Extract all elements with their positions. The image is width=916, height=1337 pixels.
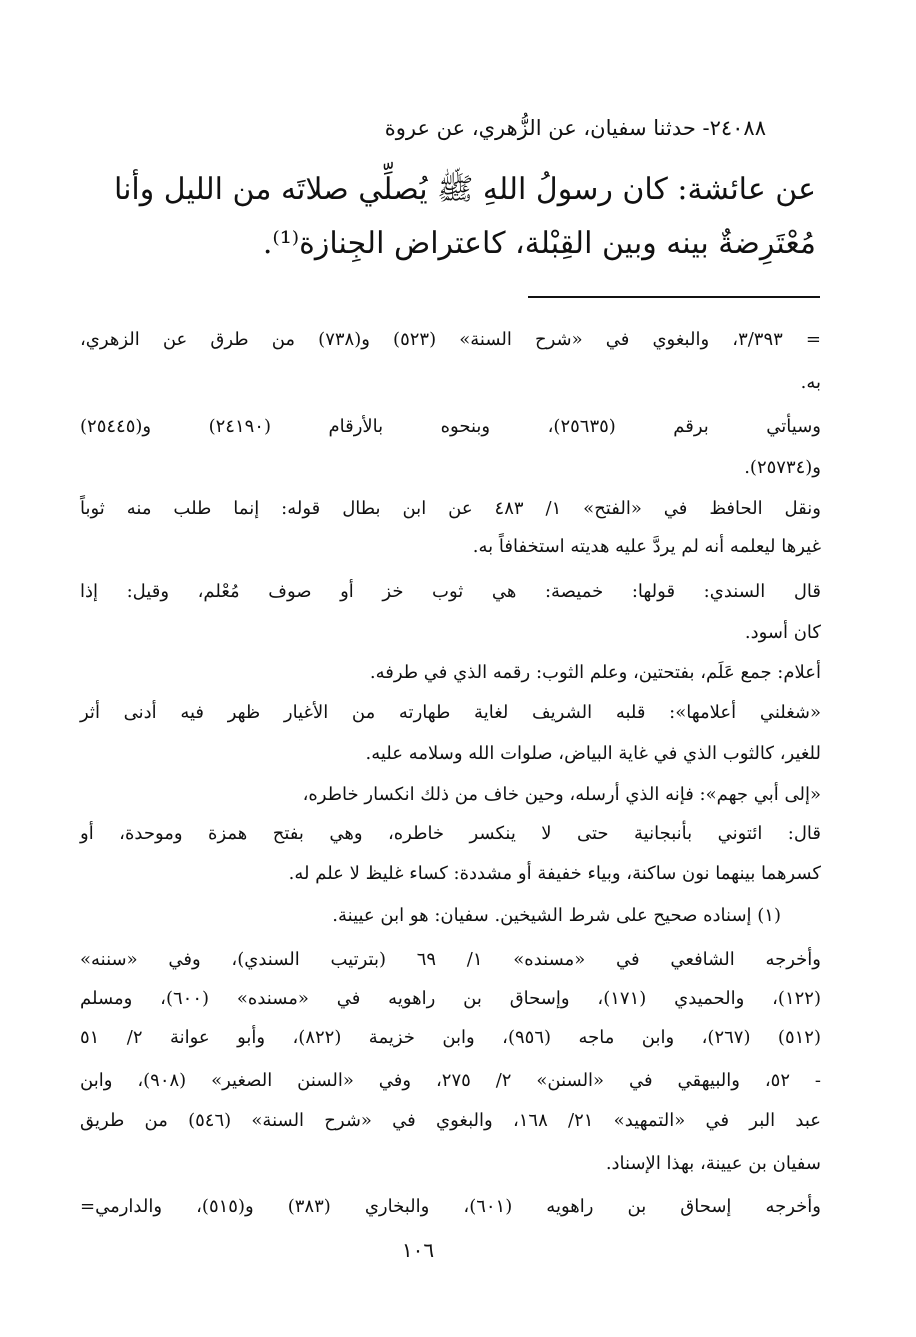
footnote-line: سفيان بن عيينة، بهذا الإسناد. — [605, 1153, 821, 1174]
footnote-line: = ٣/٣٩٣، والبغوي في «شرح السنة» (٥٢٣) و(٧٣٨) من طرق عن الزهري، — [80, 329, 822, 350]
footnote-line: - ٥٢، والبيهقي في «السنن» ٢/ ٢٧٥، وفي «السنن الصغير» (٩٠٨)، وابن — [80, 1070, 821, 1091]
footnote-line: غيرها ليعلمه أنه لم يردَّ عليه هديته استخفافاً به. — [472, 536, 821, 557]
footnote-line: «إلى أبي جهم»: فإنه الذي أرسله، وحين خاف من ذلك انكسار خاطره، — [302, 784, 821, 805]
footnote-line: (٥١٢) (٢٦٧)، وابن ماجه (٩٥٦)، وابن خزيمة (٨٢٢)، وأبو عوانة ٢/ ٥١ — [80, 1027, 821, 1048]
footnote-line: به. — [800, 372, 821, 393]
footnote-separator — [528, 296, 820, 298]
hadith-text-line: عن عائشة: كان رسولُ اللهِ ﷺ يُصلِّي صلاتَه من الليل وأنا — [113, 172, 816, 207]
footnote-line: و(٢٥٧٣٤). — [744, 457, 821, 478]
footnote-line: قال السندي: قولها: خميصة: هي ثوب خز أو صوف مُعْلم، وقيل: إذا — [80, 581, 821, 602]
footnote-line: «شغلني أعلامها»: قلبه الشريف لغاية طهارته من الأغيار ظهر فيه أدنى أثر — [80, 702, 821, 723]
footnote-line: (١٢٢)، والحميدي (١٧١)، وإسحاق بن راهويه في «مسنده» (٦٠٠)، ومسلم — [80, 988, 821, 1009]
footnote-line: كان أسود. — [744, 622, 821, 643]
page-number: ١٠٦ — [401, 1238, 435, 1262]
footnote-line: (١) إسناده صحيح على شرط الشيخين. سفيان: هو ابن عيينة. — [332, 905, 781, 926]
footnote-line: وسيأتي برقم (٢٥٦٣٥)، وبنحوه بالأرقام (٢٤١٩٠) و(٢٥٤٤٥) — [80, 416, 822, 437]
footnote-line: ونقل الحافظ في «الفتح» ١/ ٤٨٣ عن ابن بطال قوله: إنما طلب منه ثوباً — [80, 498, 821, 519]
footnote-line: أعلام: جمع عَلَم، بفتحتين، وعلم الثوب: رقمه الذي في طرفه. — [369, 662, 821, 683]
hadith-text-line: مُعْتَرِضةٌ بينه وبين القِبْلة، كاعتراض الجِنازة⁽¹⁾. — [262, 226, 816, 261]
footnote-line: وأخرجه الشافعي في «مسنده» ١/ ٦٩ (بترتيب السندي)، وفي «سننه» — [80, 949, 821, 970]
footnote-line: وأخرجه إسحاق بن راهويه (٦٠١)، والبخاري (٣٨٣) و(٥١٥)، والدارمي= — [80, 1196, 821, 1217]
footnote-line: قال: ائتوني بأنبجانية حتى لا ينكسر خاطره، وهي بفتح همزة وموحدة، أو — [80, 823, 821, 844]
footnote-line: للغير، كالثوب الذي في غاية البياض، صلوات الله وسلامه عليه. — [365, 743, 821, 764]
footnote-line: عبد البر في «التمهيد» ٢١/ ١٦٨، والبغوي في «شرح السنة» (٥٤٦) من طريق — [80, 1110, 821, 1131]
footnote-line: كسرهما بينهما نون ساكنة، وبياء خفيفة أو مشددة: كساء غليظ لا علم له. — [288, 863, 821, 884]
hadith-header: ٢٤٠٨٨- حدثنا سفيان، عن الزُّهري، عن عروة — [384, 116, 766, 140]
